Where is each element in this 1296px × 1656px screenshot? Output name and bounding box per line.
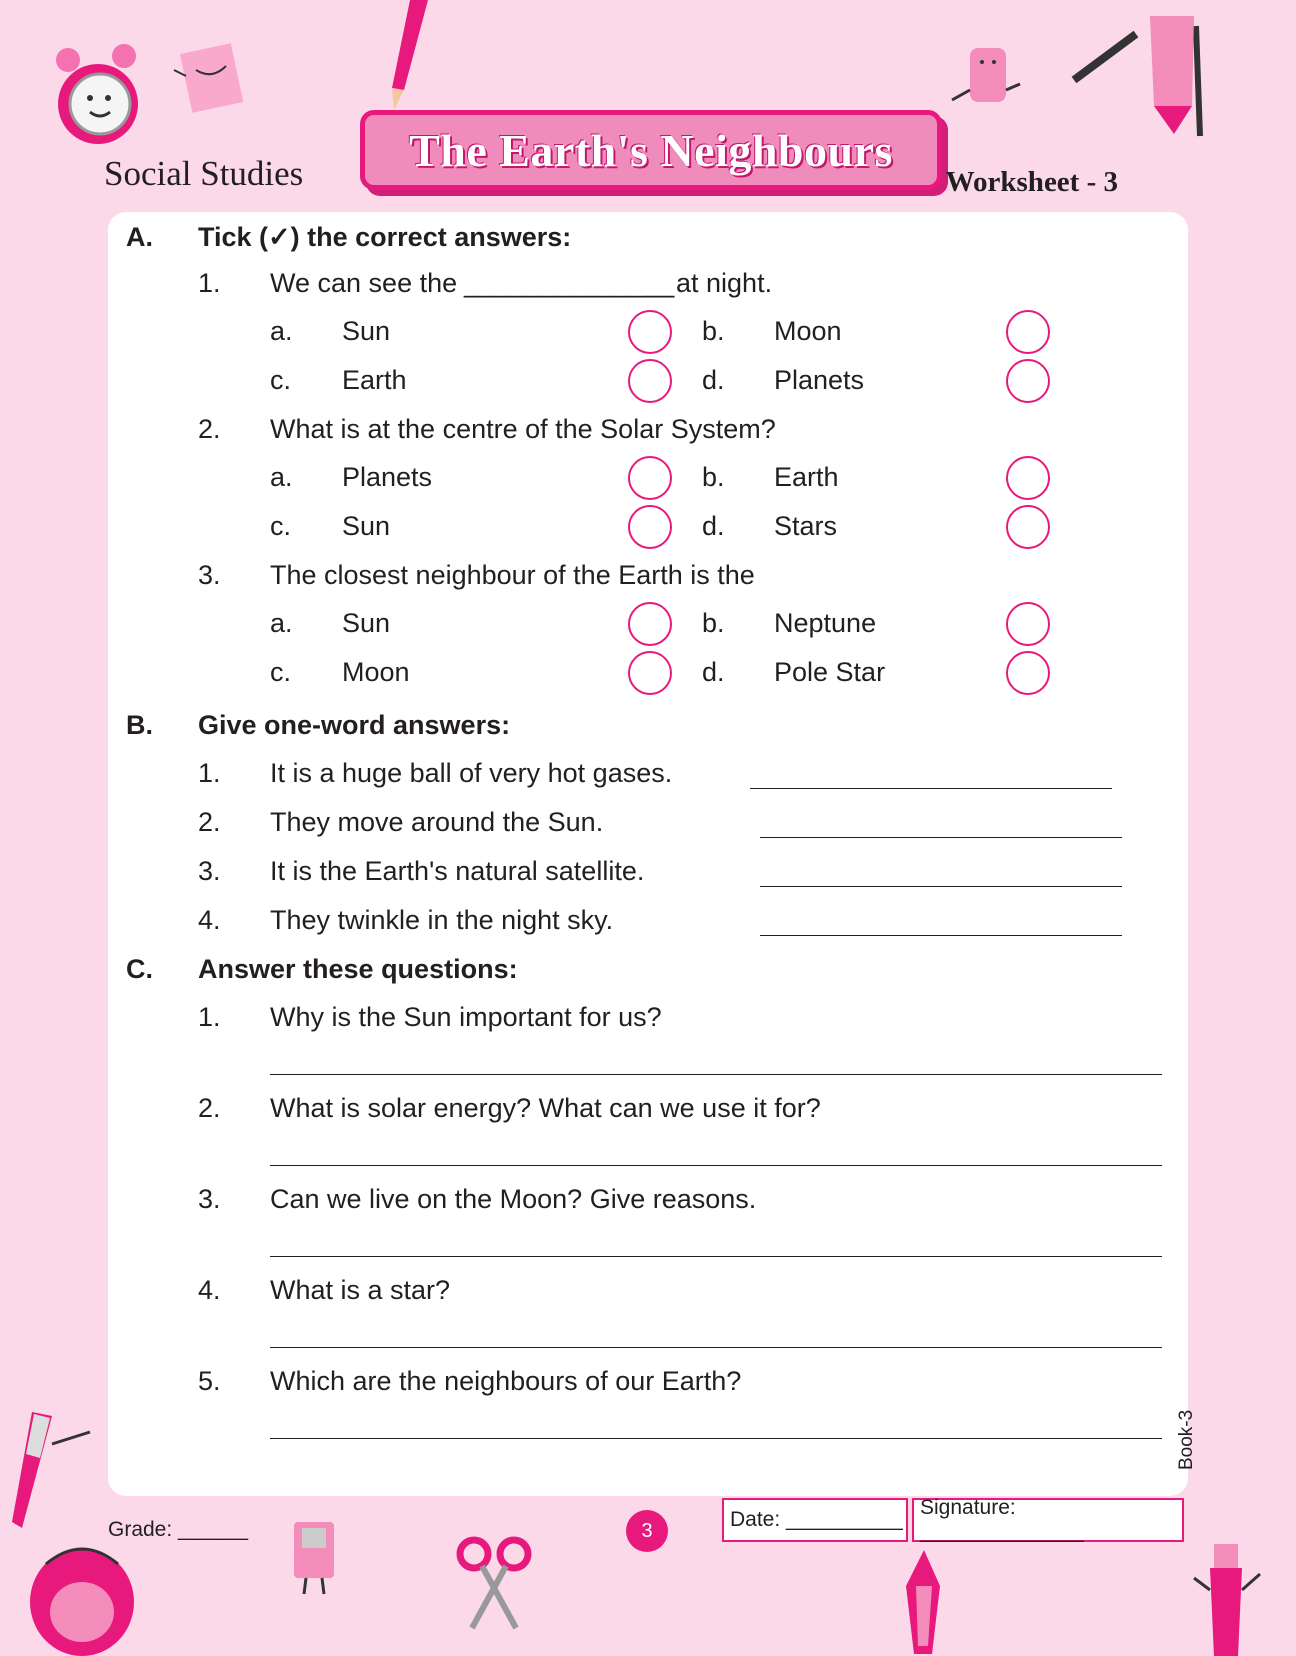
subject-label: Social Studies	[104, 154, 304, 193]
question-text: What is at the centre of the Solar System?	[270, 414, 776, 444]
pencil-icon	[380, 0, 440, 115]
section-a-heading: Tick (✓) the correct answers:	[198, 222, 572, 252]
alarm-clock-icon	[50, 42, 150, 152]
scissors-icon	[456, 1534, 532, 1634]
answer-line[interactable]	[270, 1256, 1162, 1257]
answer-line[interactable]	[270, 1165, 1162, 1166]
answer-line[interactable]	[760, 837, 1122, 838]
question-number: 5.	[198, 1366, 221, 1396]
option-text: Sun	[342, 608, 391, 638]
question-number: 3.	[198, 560, 221, 590]
section-c-heading: Answer these questions:	[198, 954, 518, 984]
option-text: Sun	[342, 511, 391, 541]
question-number: 2.	[198, 1093, 221, 1123]
pen-character-icon	[1070, 6, 1210, 141]
question-number: 2.	[198, 807, 221, 837]
option-text: Planets	[342, 462, 433, 492]
tick-circle[interactable]	[1006, 359, 1050, 403]
option-text: Planets	[774, 365, 865, 395]
question-number: 3.	[198, 856, 221, 886]
option-letter: b.	[702, 608, 725, 638]
answer-line[interactable]	[270, 1347, 1162, 1348]
option-letter: b.	[702, 462, 725, 492]
option-text: Earth	[342, 365, 407, 395]
book-label: Book-3	[1176, 1409, 1197, 1470]
pencil-character-icon	[1190, 1540, 1270, 1656]
question-blank: ______________	[464, 268, 675, 298]
question-text: What is a star?	[270, 1275, 451, 1305]
answer-line[interactable]	[750, 788, 1112, 789]
option-letter: c.	[270, 365, 292, 395]
answer-line[interactable]	[270, 1074, 1162, 1075]
question-text: It is the Earth's natural satellite.	[270, 856, 645, 886]
tick-circle[interactable]	[628, 505, 672, 549]
question-text: We can see the	[270, 268, 458, 298]
question-text: Why is the Sun important for us?	[270, 1002, 662, 1032]
question-text: They move around the Sun.	[270, 807, 604, 837]
worksheet-number: Worksheet - 3	[945, 166, 1118, 198]
title-banner	[360, 110, 942, 190]
question-text: Which are the neighbours of our Earth?	[270, 1366, 742, 1396]
question-text: They twinkle in the night sky.	[270, 905, 614, 935]
answer-line[interactable]	[760, 935, 1122, 936]
ruler-character-icon	[10, 1410, 100, 1530]
option-letter: d.	[702, 511, 725, 541]
option-letter: c.	[270, 511, 292, 541]
tick-circle[interactable]	[628, 359, 672, 403]
section-b-letter: B.	[126, 710, 153, 740]
eraser-icon	[948, 40, 1028, 120]
question-number: 3.	[198, 1184, 221, 1214]
option-letter: b.	[702, 316, 725, 346]
tick-circle[interactable]	[628, 310, 672, 354]
question-text: What is solar energy? What can we use it for?	[270, 1093, 821, 1123]
option-text: Sun	[342, 316, 391, 346]
option-text: Neptune	[774, 608, 877, 638]
question-text: Can we live on the Moon? Give reasons.	[270, 1184, 757, 1214]
tick-circle[interactable]	[1006, 456, 1050, 500]
section-c-letter: C.	[126, 954, 153, 984]
sharpener-icon	[286, 1518, 346, 1598]
option-text: Stars	[774, 511, 838, 541]
tick-circle[interactable]	[1006, 651, 1050, 695]
option-letter: c.	[270, 657, 292, 687]
question-number: 4.	[198, 905, 221, 935]
option-text: Moon	[342, 657, 410, 687]
page-number: 3	[626, 1510, 668, 1552]
option-letter: a.	[270, 462, 293, 492]
question-number: 1.	[198, 268, 221, 298]
section-b-heading: Give one-word answers:	[198, 710, 511, 740]
question-text: The closest neighbour of the Earth is the	[270, 560, 755, 590]
option-letter: a.	[270, 316, 293, 346]
signature-field[interactable]: Signature: ______________	[912, 1498, 1184, 1542]
tick-circle[interactable]	[1006, 505, 1050, 549]
question-text-after: at night.	[676, 268, 773, 298]
answer-line[interactable]	[760, 886, 1122, 887]
question-number: 1.	[198, 758, 221, 788]
question-number: 1.	[198, 1002, 221, 1032]
tick-circle[interactable]	[628, 651, 672, 695]
question-number: 2.	[198, 414, 221, 444]
crayon-character-icon	[884, 1546, 964, 1656]
tick-circle[interactable]	[628, 602, 672, 646]
question-text: It is a huge ball of very hot gases.	[270, 758, 673, 788]
option-letter: d.	[702, 365, 725, 395]
tick-circle[interactable]	[1006, 310, 1050, 354]
answer-line[interactable]	[270, 1438, 1162, 1439]
notepad-icon	[172, 40, 252, 120]
date-field[interactable]: Date: __________	[722, 1498, 908, 1542]
option-text: Earth	[774, 462, 839, 492]
tick-circle[interactable]	[628, 456, 672, 500]
page-title: The Earth's Neighbours	[409, 124, 893, 176]
backpack-icon	[18, 1524, 148, 1656]
tick-circle[interactable]	[1006, 602, 1050, 646]
grade-field[interactable]: Grade: ______	[108, 1518, 249, 1541]
option-text: Moon	[774, 316, 842, 346]
option-text: Pole Star	[774, 657, 886, 687]
question-number: 4.	[198, 1275, 221, 1305]
option-letter: d.	[702, 657, 725, 687]
section-a-letter: A.	[126, 222, 153, 252]
option-letter: a.	[270, 608, 293, 638]
